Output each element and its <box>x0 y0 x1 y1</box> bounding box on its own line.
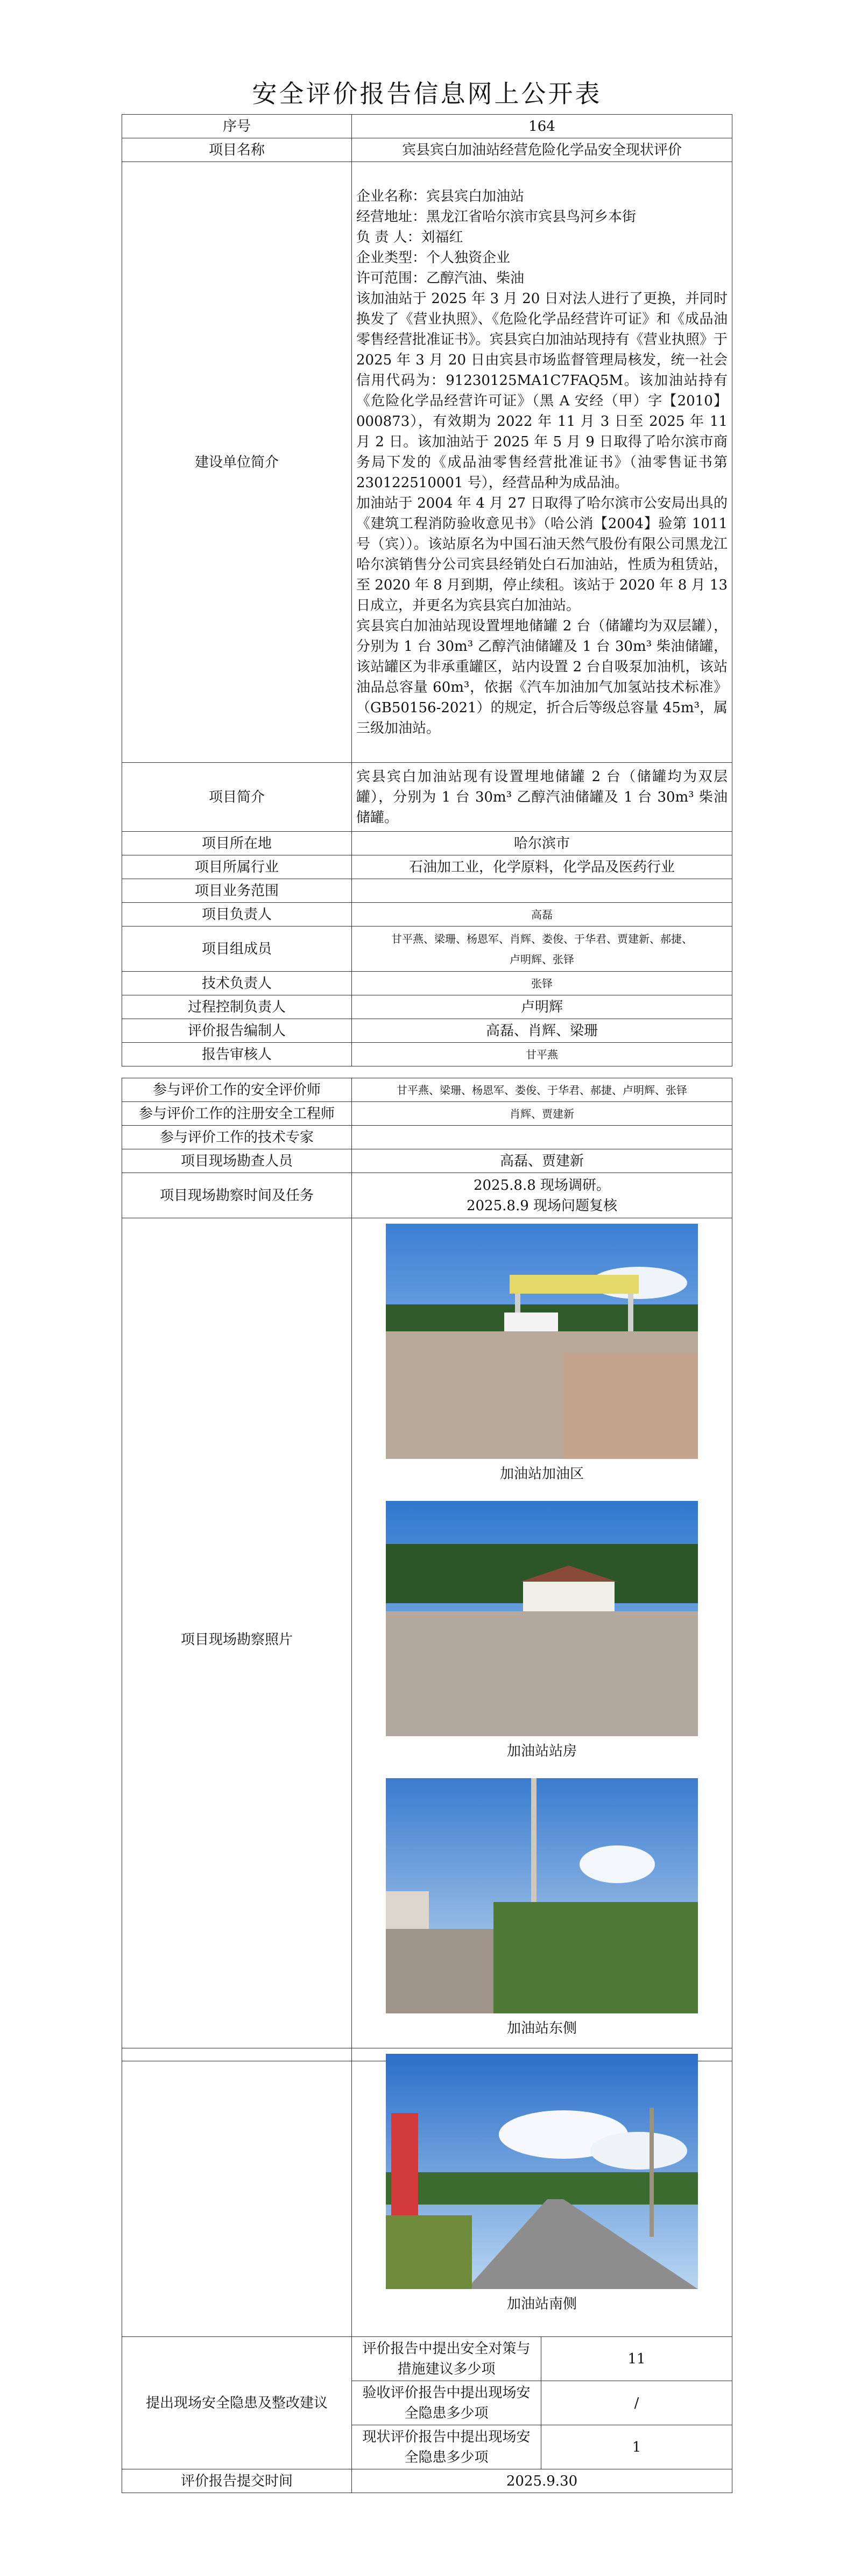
hazard-label: 提出现场安全隐患及整改建议 <box>122 2337 352 2469</box>
seq-label: 序号 <box>122 115 352 138</box>
scope-value <box>352 879 732 903</box>
photo-south-side <box>386 2054 698 2289</box>
hazard-row-value: / <box>541 2381 732 2425</box>
location-value: 哈尔滨市 <box>352 832 732 855</box>
south-photo-cell <box>352 2048 732 2337</box>
process-leader-value: 卢明辉 <box>352 995 732 1019</box>
photo-block <box>386 1778 698 2039</box>
industry-value: 石油加工业，化学原料，化学品及医药行业 <box>352 855 732 879</box>
photo-caption: 加油站南侧 <box>506 2296 577 2312</box>
page-title: 安全评价报告信息网上公开表 <box>252 79 602 108</box>
assessors-value: 甘平燕、梁珊、杨恩军、娄俊、于华君、郝捷、卢明辉、张铎 <box>352 1078 732 1102</box>
photo-caption: 加油站东侧 <box>506 2020 577 2037</box>
scope-label: 项目业务范围 <box>122 879 352 903</box>
unit-line: 负 责 人：刘福红 <box>356 229 463 245</box>
experts-label: 参与评价工作的技术专家 <box>122 1126 352 1149</box>
photo-block <box>386 1224 698 1485</box>
engineers-label: 参与评价工作的注册安全工程师 <box>122 1102 352 1126</box>
survey-time-label: 项目现场勘察时间及任务 <box>122 1173 352 1218</box>
survey-time-line: 2025.8.8 现场调研。 <box>473 1177 611 1194</box>
photo-caption: 加油站站房 <box>506 1743 577 1759</box>
engineers-value: 肖辉、贾建新 <box>352 1102 732 1126</box>
hazard-row-value: 1 <box>541 2425 732 2469</box>
unit-line: 许可范围：乙醇汽油、柴油 <box>356 270 525 286</box>
members-line: 甘平燕、梁珊、杨恩军、肖辉、娄俊、于华君、贾建新、郝捷、 <box>391 932 693 945</box>
unit-line: 企业名称：宾县宾白加油站 <box>356 188 525 205</box>
info-table-basic <box>122 114 732 1066</box>
report-reviewer-value: 甘平燕 <box>352 1043 732 1066</box>
photo-station-house <box>386 1501 698 1736</box>
unit-paragraph: 宾县宾白加油站现设置埋地储罐 2 台（储罐均为双层罐），分别为 1 台 30m³ 乙醇汽油储罐及 1 台 30m³ 柴油储罐，该站罐区为非承重罐区，站内设置 2 台自吸泵加油机，该站油品总容量 60m³，依据《汽车加油加气加氢站技术标准》（GB50156-2021）的规定，折合后等级总容量 45m³，属三级加油站。 <box>356 617 728 736</box>
project-brief-label: 项目简介 <box>122 763 352 832</box>
info-table-personnel <box>122 1078 732 2061</box>
assessors-label: 参与评价工作的安全评价师 <box>122 1078 352 1102</box>
report-editor-value: 高磊、肖辉、梁珊 <box>352 1019 732 1043</box>
industry-label: 项目所属行业 <box>122 855 352 879</box>
report-editor-label: 评价报告编制人 <box>122 1019 352 1043</box>
photo-caption: 加油站加油区 <box>499 1466 584 1482</box>
unit-intro-label: 建设单位简介 <box>122 162 352 763</box>
project-leader-label: 项目负责人 <box>122 903 352 926</box>
location-label: 项目所在地 <box>122 832 352 855</box>
process-leader-label: 过程控制负责人 <box>122 995 352 1019</box>
unit-paragraph: 加油站于 2004 年 4 月 27 日取得了哈尔滨市公安局出具的《建筑工程消防验收意见书》（哈公消【2004】验第 1011 号（宾））。该站原名为中国石油天然气股份有限公司黑龙江哈尔滨销售分公司宾县经销处白石加油站，性质为租赁站，至 2020 年 8 月到期，停止续租。该站于 2020 年 8 月 13 日成立，并更名为宾县宾白加油站。 <box>356 495 728 614</box>
photo-block <box>386 1501 698 1762</box>
experts-value <box>352 1126 732 1149</box>
members-value <box>352 926 732 972</box>
hazard-row-label: 验收评价报告中提出现场安全隐患多少项 <box>352 2381 541 2425</box>
survey-photos-cell <box>352 1218 732 2061</box>
submit-time-value: 2025.9.30 <box>352 2469 732 2493</box>
survey-time-value <box>352 1173 732 1218</box>
photo-fueling-area <box>386 1224 698 1459</box>
submit-time-label: 评价报告提交时间 <box>122 2469 352 2493</box>
unit-intro-content <box>352 162 732 763</box>
project-leader-value: 高磊 <box>352 903 732 926</box>
surveyors-label: 项目现场勘查人员 <box>122 1149 352 1173</box>
hazard-row-label: 评价报告中提出安全对策与措施建议多少项 <box>352 2337 541 2381</box>
surveyors-value: 高磊、贾建新 <box>352 1149 732 1173</box>
photo-east-side <box>386 1778 698 2013</box>
project-brief-value <box>352 763 732 832</box>
project-name-value: 宾县宾白加油站经营危险化学品安全现状评价 <box>352 138 732 162</box>
unit-line: 经营地址：黑龙江省哈尔滨市宾县鸟河乡本街 <box>356 208 637 225</box>
project-brief-text: 宾县宾白加油站现有设置埋地储罐 2 台（储罐均为双层罐），分别为 1 台 30m³ 乙醇汽油储罐及 1 台 30m³ 柴油储罐。 <box>356 768 728 826</box>
unit-paragraph: 该加油站于 2025 年 3 月 20 日对法人进行了更换，并同时换发了《营业执照》、《危险化学品经营许可证》和《成品油零售经营批准证书》。宾县宾白加油站现持有《营业执照》于 2025 年 3 月 20 日由宾县市场监督管理局核发，统一社会信用代码为：91230125MA1C7FAQ5M。该加油站持有《危险化学品经营许可证》（黑 A 安经（甲）字【2010】000873），有效期为 2022 年 11 月 3 日至 2025 年 11 月 2 日。该加油站于 2025 年 5 月 9 日取得了哈尔滨市商务局下发的《成品油零售经营批准证书》（油零售证书第 230122510001 号），经营品种为成品油。 <box>356 290 728 491</box>
project-name-label: 项目名称 <box>122 138 352 162</box>
report-reviewer-label: 报告审核人 <box>122 1043 352 1066</box>
photo-block <box>386 2054 698 2315</box>
members-label: 项目组成员 <box>122 926 352 972</box>
members-line: 卢明辉、张铎 <box>510 952 574 966</box>
photo-left-blank <box>122 2048 352 2337</box>
tech-leader-label: 技术负责人 <box>122 972 352 995</box>
seq-value: 164 <box>352 115 732 138</box>
hazard-row-value: 11 <box>541 2337 732 2381</box>
tech-leader-value: 张铎 <box>352 972 732 995</box>
hazard-row-label: 现状评价报告中提出现场安全隐患多少项 <box>352 2425 541 2469</box>
survey-photos-label: 项目现场勘察照片 <box>122 1218 352 2061</box>
unit-line: 企业类型：个人独资企业 <box>356 249 511 266</box>
info-table-hazards <box>122 2048 732 2493</box>
survey-time-line: 2025.8.9 现场问题复核 <box>466 1197 618 1214</box>
